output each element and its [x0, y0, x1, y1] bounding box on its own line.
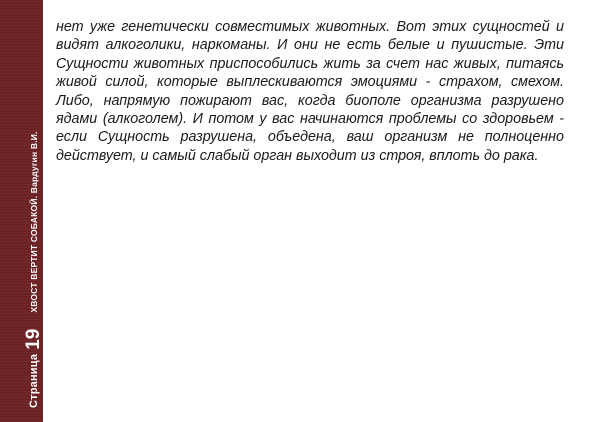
body-paragraph: нет уже генетически совместимых животных. Вот этих сущностей и видят алкоголики, наркоманы. И они не есть белые и пушистые. Эти Сущности животных приспособились жить за счет нас живых, питаясь живой силой, которые выплескиваются эмоциями - страхом, смехом. Либо, напрямую пожирают вас, когда биополе организма разрушено ядами (алкоголем). И потом у вас начинаются проблемы со здоровьем - если Сущность разрушена, объедена, ваш организм не полноценно действует, и самый слабый орган выходит из строя, вплоть до рака.	[56, 19, 564, 164]
page-word: Страница	[28, 353, 40, 408]
running-title: ХВОСТ ВЕРТИТ СОБАКОЙ. Вардугин В.И.	[29, 131, 39, 313]
page-footer-label	[21, 131, 43, 408]
page-content	[56, 18, 564, 165]
page-number: 19	[23, 328, 44, 350]
page-sidebar	[0, 0, 43, 422]
